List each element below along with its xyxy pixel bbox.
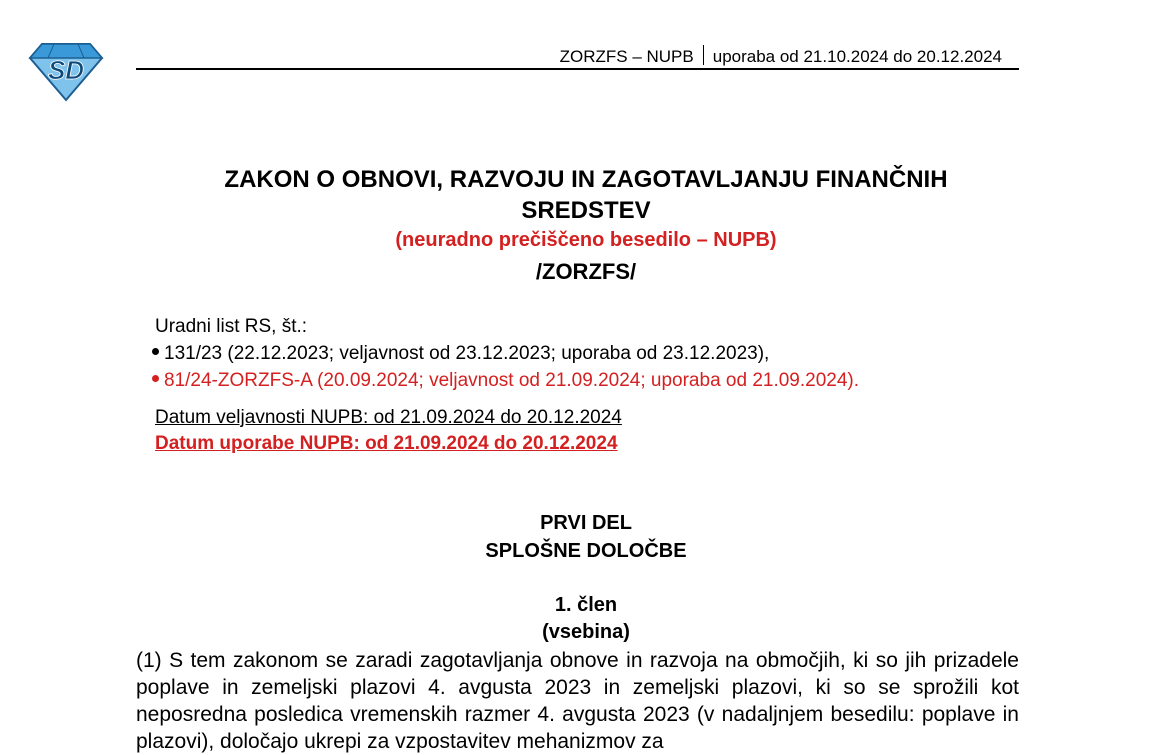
document-title-line2: SREDSTEV: [521, 197, 651, 224]
header-separator: [703, 45, 704, 65]
header-code: ZORZFS – NUPB: [559, 47, 694, 66]
page-header: [136, 44, 1019, 70]
register-item-text: 81/24-ZORZFS-A (20.09.2024; veljavnost od 21.09.2024; uporaba od 21.09.2024).: [164, 370, 860, 391]
register-label: Uradni list RS, št.:: [155, 316, 308, 337]
document-abbreviation: /ZORZFS/: [535, 259, 637, 284]
register-item: [152, 370, 859, 392]
bullet-icon: [152, 348, 159, 355]
header-usage: uporaba od 21.10.2024 do 20.12.2024: [712, 47, 1002, 66]
validity-date: Datum veljavnosti NUPB: od 21.09.2024 do 20.12.2024: [155, 407, 622, 428]
article-title: (vsebina): [542, 621, 630, 643]
svg-text:SD: SD: [47, 55, 85, 85]
article-paragraph: (1) S tem zakonom se zaradi zagotavljanja obnove in razvoja na območjih, ki so jih prizadele poplave in zemeljski plazovi 4. avgusta 2023 in zemeljski plazovi, ki so se sprožili kot neposredna posledica vremenskih razmer 4. avgusta 2023 (v nadaljnjem besedilu: poplave in plazovi), določajo ukrepi za vzpostavitev mehanizmov za: [136, 649, 1019, 753]
document-title-line1: ZAKON O OBNOVI, RAZVOJU IN ZAGOTAVLJANJU FINANČNIH: [224, 166, 948, 193]
bullet-icon: [152, 375, 159, 382]
register-item-text: 131/23 (22.12.2023; veljavnost od 23.12.2023; uporaba od 23.12.2023),: [164, 343, 770, 364]
sd-diamond-logo-icon: [28, 42, 104, 102]
part-heading: PRVI DEL: [540, 512, 632, 534]
register-item: [152, 343, 769, 365]
usage-date: Datum uporabe NUPB: od 21.09.2024 do 20.12.2024: [155, 433, 618, 454]
part-title: SPLOŠNE DOLOČBE: [485, 540, 687, 562]
document-subtitle: (neuradno prečiščeno besedilo – NUPB): [395, 229, 777, 251]
article-heading: 1. člen: [554, 594, 618, 616]
